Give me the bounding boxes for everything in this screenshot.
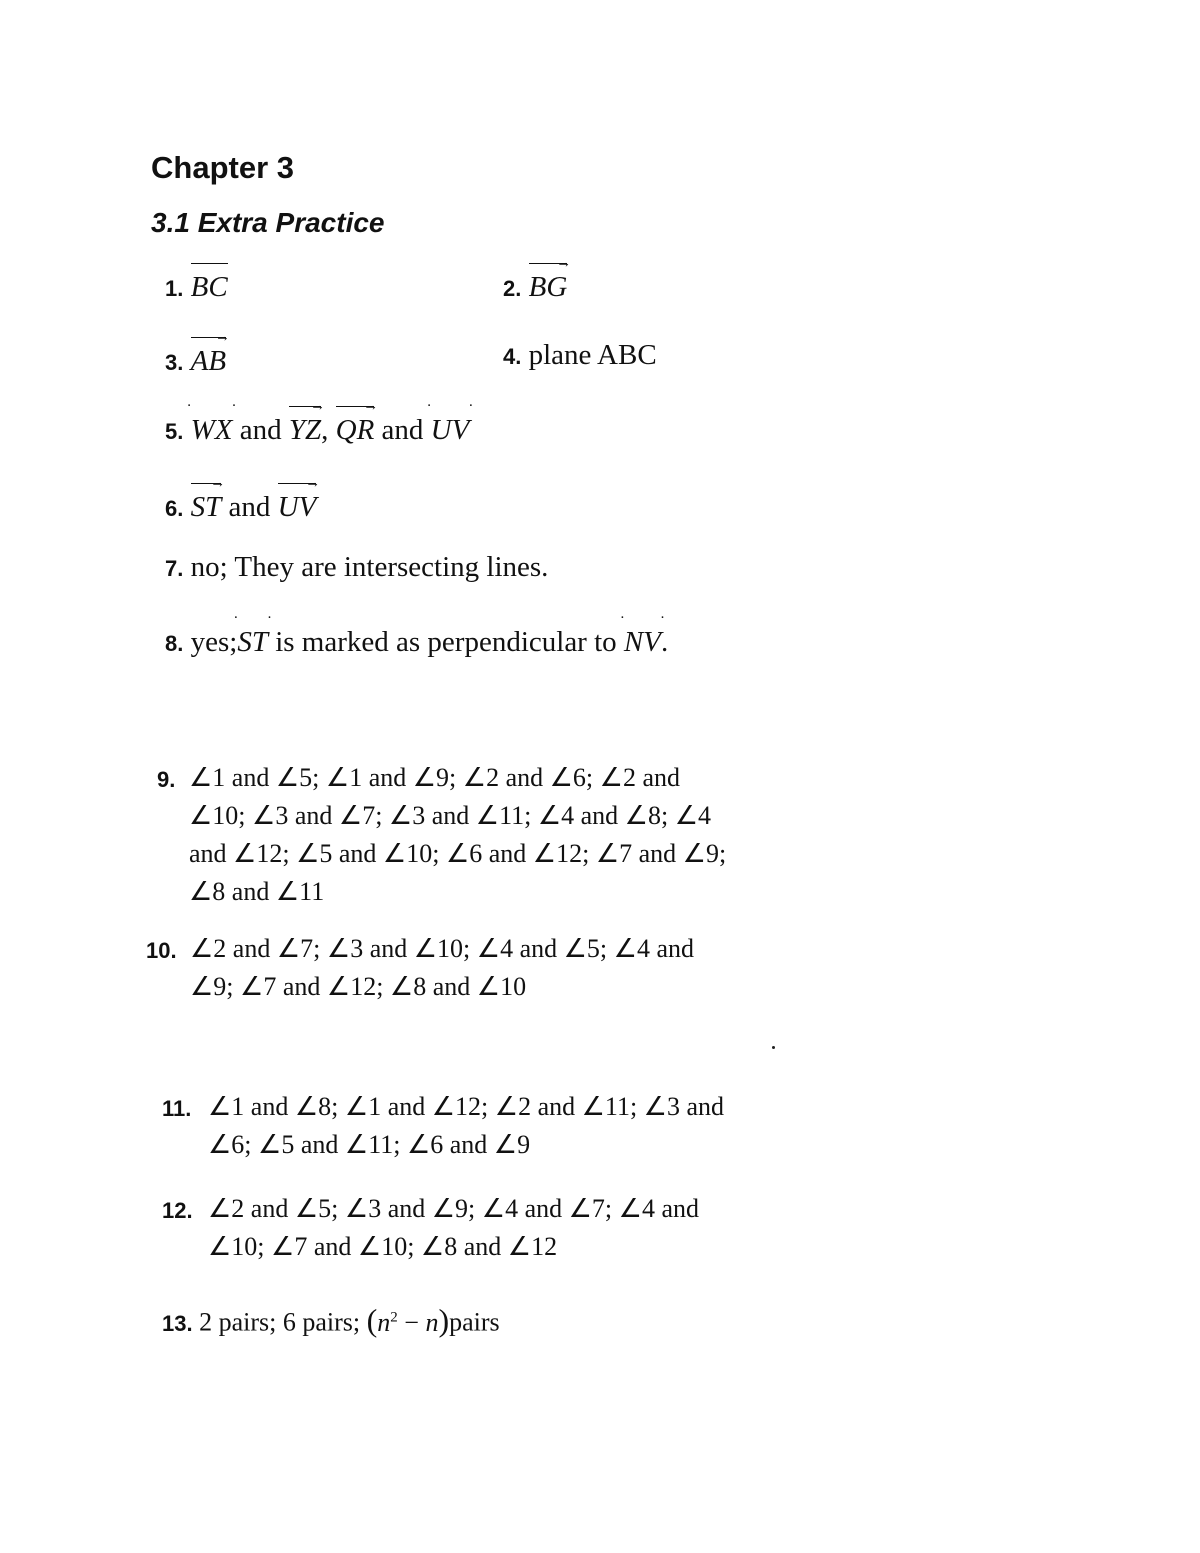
ray-notation: [528, 255, 572, 306]
line-label: UV: [430, 414, 470, 446]
line-label: ST: [190, 491, 222, 523]
answer-6: [165, 475, 321, 528]
line-notation: [190, 475, 226, 526]
arrow-right-icon: ·: [659, 610, 665, 626]
ray-label: AB: [190, 345, 227, 377]
answer-text: plane ABC: [528, 339, 657, 371]
arrow-left-icon: ·: [233, 610, 239, 626]
segment-notation: [191, 262, 228, 306]
answer-line: ∠1 and ∠8; ∠1 and ∠12; ∠2 and ∠11; ∠3 and: [208, 1092, 725, 1121]
answer-5: [165, 398, 474, 451]
section-title: 3.1 Extra Practice: [151, 207, 385, 238]
conjunction: and: [239, 414, 282, 446]
answer-line: and ∠12; ∠5 and ∠10; ∠6 and ∠12; ∠7 and ∠9;: [189, 839, 727, 868]
answer-11: [162, 1088, 724, 1164]
answer-2: [503, 255, 572, 308]
answer-line: ∠10; ∠3 and ∠7; ∠3 and ∠11; ∠4 and ∠8; ∠4: [189, 801, 712, 830]
answer-8: [165, 610, 669, 663]
answer-line: ∠9; ∠7 and ∠12; ∠8 and ∠10: [190, 972, 527, 1001]
overline-bar: [191, 263, 228, 264]
line-label: WX: [190, 414, 233, 446]
answer-7: [165, 548, 548, 588]
line-notation: [233, 610, 272, 661]
line-label: NV: [623, 626, 661, 658]
answer-text: is marked as perpendicular to: [275, 626, 617, 658]
answer-number: 12.: [162, 1198, 193, 1223]
conjunction: and: [381, 414, 424, 446]
answer-text: 2 pairs; 6 pairs;: [199, 1307, 361, 1337]
answer-number: 3.: [165, 350, 184, 375]
arrow-left-icon: ·: [619, 610, 625, 626]
answer-1: [165, 262, 228, 308]
answer-10: [146, 930, 694, 1006]
answer-line: ∠2 and ∠7; ∠3 and ∠10; ∠4 and ∠5; ∠4 and: [190, 934, 694, 963]
variable: n: [377, 1307, 391, 1337]
line-label: ST: [237, 626, 268, 658]
line-notation: [619, 610, 665, 661]
answer-4: [503, 336, 657, 376]
stray-dot: [772, 1046, 775, 1049]
answer-line: ∠8 and ∠11: [189, 877, 325, 906]
answer-number: 13.: [162, 1310, 193, 1336]
arrow-left-icon: ·: [186, 398, 192, 414]
segment-label: BC: [190, 271, 228, 303]
answer-number: 4.: [503, 344, 522, 369]
answer-number: 7.: [165, 556, 184, 581]
line-notation: [288, 398, 326, 449]
answer-number: 8.: [165, 631, 184, 656]
answer-line: ∠2 and ∠5; ∠3 and ∠9; ∠4 and ∠7; ∠4 and: [208, 1194, 699, 1223]
line-label: YZ: [288, 414, 322, 446]
exponent: 2: [390, 1309, 398, 1325]
arrow-right-icon: →: [210, 475, 226, 491]
arrow-left-icon: ·: [426, 398, 432, 414]
arrow-right-icon: →: [215, 329, 231, 345]
line-notation: [335, 398, 379, 449]
arrow-right-icon: →: [310, 398, 326, 414]
arrow-right-icon: →: [556, 255, 572, 271]
conjunction: and: [228, 491, 271, 523]
line-notation: [426, 398, 474, 449]
answer-text: yes;: [190, 626, 238, 658]
answer-9: [157, 759, 726, 911]
answer-number: 6.: [165, 496, 184, 521]
paren-open: (: [366, 1301, 378, 1338]
arrow-right-icon: →: [305, 475, 321, 491]
ray-notation: [190, 329, 231, 380]
paren-close: ): [438, 1301, 450, 1338]
arrow-right-icon: ·: [468, 398, 474, 414]
line-notation: [277, 475, 321, 526]
answer-text: pairs: [449, 1307, 500, 1337]
arrow-right-icon: →: [363, 398, 379, 414]
answer-12: [162, 1190, 699, 1266]
separator: ,: [321, 414, 329, 446]
answer-number: 2.: [503, 276, 522, 301]
answer-13: [162, 1298, 500, 1343]
line-notation: [186, 398, 237, 449]
answer-number: 11.: [162, 1096, 192, 1121]
expression: [366, 1301, 450, 1338]
answer-number: 5.: [165, 419, 184, 444]
answer-number: 1.: [165, 276, 184, 301]
arrow-right-icon: ·: [231, 398, 237, 414]
answer-3: [165, 329, 231, 382]
ray-label: BG: [528, 271, 568, 303]
chapter-title: Chapter 3: [151, 150, 294, 185]
answer-line: ∠6; ∠5 and ∠11; ∠6 and ∠9: [208, 1130, 531, 1159]
arrow-right-icon: ·: [266, 610, 272, 626]
line-label: QR: [335, 414, 375, 446]
line-label: UV: [277, 491, 317, 523]
answer-number: 9.: [157, 767, 176, 792]
answer-number: 10.: [146, 938, 177, 963]
variable: n: [425, 1307, 439, 1337]
period: .: [660, 626, 669, 658]
answer-line: ∠1 and ∠5; ∠1 and ∠9; ∠2 and ∠6; ∠2 and: [189, 763, 680, 792]
answer-line: ∠10; ∠7 and ∠10; ∠8 and ∠12: [208, 1232, 558, 1261]
answer-text: no; They are intersecting lines.: [190, 551, 549, 583]
operator: −: [404, 1307, 419, 1337]
